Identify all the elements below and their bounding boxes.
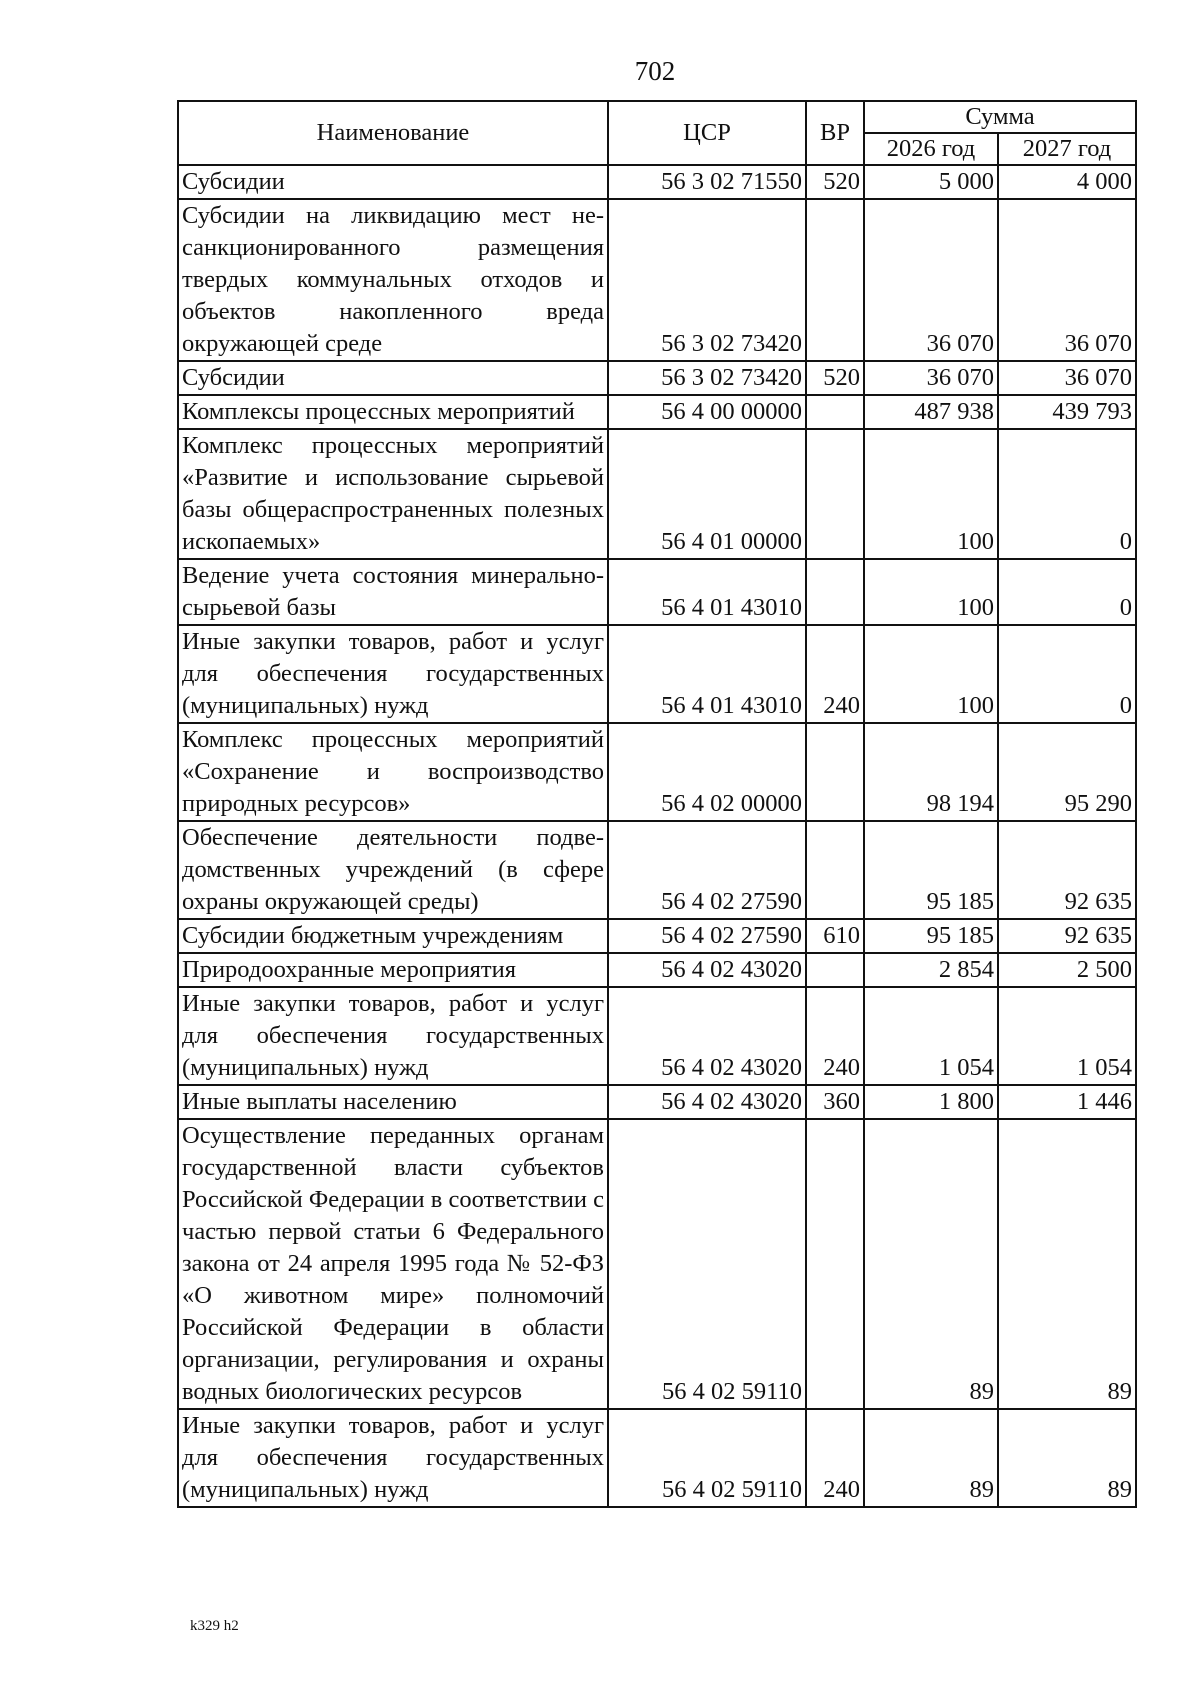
- table-row: [178, 1119, 1136, 1409]
- table-row: [178, 165, 1136, 199]
- row-vr: [806, 559, 864, 625]
- row-csr: 56 4 02 00000: [608, 723, 806, 821]
- row-vr: 240: [806, 1409, 864, 1507]
- row-csr: 56 4 02 59110: [608, 1119, 806, 1409]
- row-csr: 56 4 01 43010: [608, 625, 806, 723]
- row-csr: 56 4 00 00000: [608, 395, 806, 429]
- row-sum-2027: 36 070: [998, 199, 1136, 361]
- row-sum-2027: 0: [998, 625, 1136, 723]
- row-sum-2026: 487 938: [864, 395, 998, 429]
- table-row: [178, 429, 1136, 559]
- row-csr: 56 4 02 27590: [608, 919, 806, 953]
- table-row: [178, 1085, 1136, 1119]
- row-csr: 56 4 02 43020: [608, 953, 806, 987]
- row-sum-2027: 36 070: [998, 361, 1136, 395]
- row-name: Природоохранные мероприятия: [178, 953, 608, 987]
- row-sum-2027: 1 446: [998, 1085, 1136, 1119]
- row-csr: 56 3 02 71550: [608, 165, 806, 199]
- row-name: Ведение учета состояния минерально-сырьевой базы: [178, 559, 608, 625]
- header-vr: ВР: [806, 101, 864, 165]
- row-vr: [806, 821, 864, 919]
- table-row: [178, 1409, 1136, 1507]
- row-sum-2026: 95 185: [864, 919, 998, 953]
- row-name: Иные закупки товаров, работ и услуг для обеспечения государственных (муниципальных) нужд: [178, 625, 608, 723]
- row-name: Комплексы процессных мероприятий: [178, 395, 608, 429]
- row-vr: [806, 395, 864, 429]
- row-name: Комплекс процессных мероприятий «Развитие и использование сырьевой базы общераспространенных полезных ископаемых»: [178, 429, 608, 559]
- row-sum-2026: 98 194: [864, 723, 998, 821]
- header-year-2027: 2027 год: [998, 133, 1136, 165]
- row-sum-2027: 0: [998, 559, 1136, 625]
- row-sum-2027: 2 500: [998, 953, 1136, 987]
- header-sum: Сумма: [864, 101, 1136, 133]
- table-row: [178, 953, 1136, 987]
- table-row: [178, 987, 1136, 1085]
- table-row: [178, 723, 1136, 821]
- table-row: [178, 625, 1136, 723]
- row-sum-2027: 95 290: [998, 723, 1136, 821]
- row-csr: 56 4 02 43020: [608, 987, 806, 1085]
- budget-table: [177, 100, 1137, 1508]
- row-csr: 56 4 02 59110: [608, 1409, 806, 1507]
- row-sum-2027: 89: [998, 1119, 1136, 1409]
- header-csr: ЦСР: [608, 101, 806, 165]
- row-sum-2026: 95 185: [864, 821, 998, 919]
- row-sum-2027: 92 635: [998, 919, 1136, 953]
- table-header: [178, 101, 1136, 165]
- row-vr: 520: [806, 165, 864, 199]
- row-csr: 56 4 02 43020: [608, 1085, 806, 1119]
- row-sum-2026: 5 000: [864, 165, 998, 199]
- row-vr: 360: [806, 1085, 864, 1119]
- row-name: Обеспечение деятельности подведомственных учреждений (в сфере охраны окружающей среды): [178, 821, 608, 919]
- page-number: 702: [634, 56, 676, 86]
- table-row: [178, 821, 1136, 919]
- row-name: Субсидии: [178, 361, 608, 395]
- row-csr: 56 3 02 73420: [608, 361, 806, 395]
- row-vr: 240: [806, 625, 864, 723]
- row-csr: 56 4 01 00000: [608, 429, 806, 559]
- row-vr: [806, 429, 864, 559]
- row-csr: 56 4 01 43010: [608, 559, 806, 625]
- row-vr: [806, 199, 864, 361]
- row-csr: 56 3 02 73420: [608, 199, 806, 361]
- row-name: Иные закупки товаров, работ и услуг для обеспечения государственных (муниципальных) нужд: [178, 987, 608, 1085]
- row-sum-2027: 89: [998, 1409, 1136, 1507]
- row-sum-2026: 1 054: [864, 987, 998, 1085]
- row-sum-2027: 92 635: [998, 821, 1136, 919]
- table-row: [178, 559, 1136, 625]
- row-vr: [806, 953, 864, 987]
- row-vr: 240: [806, 987, 864, 1085]
- table-row: [178, 395, 1136, 429]
- row-vr: 610: [806, 919, 864, 953]
- row-vr: [806, 1119, 864, 1409]
- row-sum-2027: 439 793: [998, 395, 1136, 429]
- row-sum-2026: 2 854: [864, 953, 998, 987]
- document-code: k329 h2: [190, 1618, 239, 1634]
- row-name: Комплекс процессных мероприятий «Сохранение и воспроизводство природных ресурсов»: [178, 723, 608, 821]
- table-row: [178, 919, 1136, 953]
- row-sum-2026: 89: [864, 1409, 998, 1507]
- row-name: Субсидии бюджетным учреждениям: [178, 919, 608, 953]
- row-sum-2026: 1 800: [864, 1085, 998, 1119]
- table-body: [178, 165, 1136, 1507]
- row-sum-2027: 4 000: [998, 165, 1136, 199]
- row-sum-2026: 100: [864, 625, 998, 723]
- row-sum-2027: 0: [998, 429, 1136, 559]
- row-sum-2026: 100: [864, 429, 998, 559]
- row-name: Субсидии: [178, 165, 608, 199]
- row-sum-2027: 1 054: [998, 987, 1136, 1085]
- row-sum-2026: 100: [864, 559, 998, 625]
- row-vr: 520: [806, 361, 864, 395]
- row-name: Субсидии на ликвидацию мест несанкционированного размещения твердых коммунальных отходов и объектов накопленного вреда окружающей среде: [178, 199, 608, 361]
- row-sum-2026: 36 070: [864, 361, 998, 395]
- table-row: [178, 361, 1136, 395]
- row-csr: 56 4 02 27590: [608, 821, 806, 919]
- row-name: Осуществление переданных органам государственной власти субъектов Российской Федерации в соответствии с частью первой статьи 6 Федерального закона от 24 апреля 1995 года № 52-ФЗ «О животном мире» полномочий Российской Федерации в области организации, регулирования и охраны водных биологических ресурсов: [178, 1119, 608, 1409]
- row-sum-2026: 36 070: [864, 199, 998, 361]
- row-name: Иные выплаты населению: [178, 1085, 608, 1119]
- table-row: [178, 199, 1136, 361]
- row-name: Иные закупки товаров, работ и услуг для обеспечения государственных (муниципальных) нужд: [178, 1409, 608, 1507]
- row-sum-2026: 89: [864, 1119, 998, 1409]
- row-vr: [806, 723, 864, 821]
- header-name: Наименование: [178, 101, 608, 165]
- header-year-2026: 2026 год: [864, 133, 998, 165]
